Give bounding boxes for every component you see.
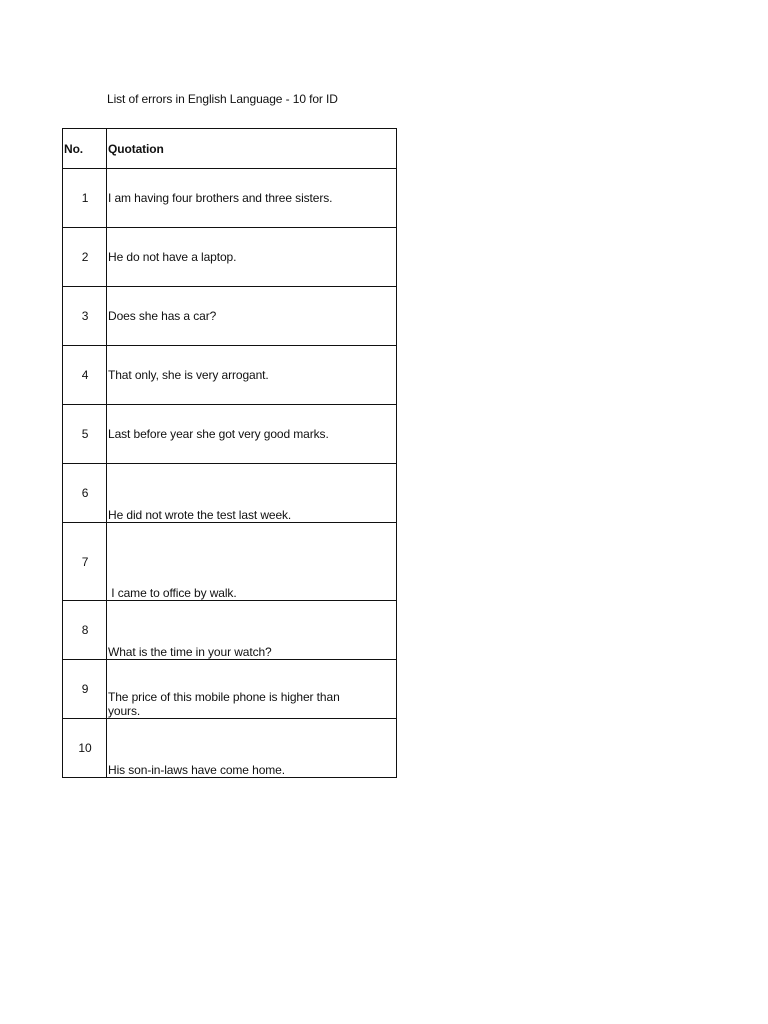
table-row — [63, 719, 397, 778]
table-row — [63, 464, 397, 523]
table-row — [63, 228, 397, 287]
row-number: 6 — [63, 464, 107, 523]
row-number: 10 — [63, 719, 107, 778]
document-title: List of errors in English Language - 10 for ID — [107, 92, 338, 106]
table-row — [63, 405, 397, 464]
row-number: 9 — [63, 660, 107, 719]
row-number: 7 — [63, 523, 107, 601]
row-quotation: Last before year she got very good marks. — [107, 405, 397, 464]
row-number: 3 — [63, 287, 107, 346]
row-quotation: That only, she is very arrogant. — [107, 346, 397, 405]
row-number: 5 — [63, 405, 107, 464]
table-row — [63, 287, 397, 346]
row-quotation: He did not wrote the test last week. — [107, 464, 397, 523]
row-quotation: The price of this mobile phone is higher than yours. — [107, 660, 397, 719]
row-number: 8 — [63, 601, 107, 660]
table-row — [63, 601, 397, 660]
table-header-row — [63, 129, 397, 169]
row-number: 1 — [63, 169, 107, 228]
table-row — [63, 660, 397, 719]
table-row — [63, 169, 397, 228]
column-header-quotation: Quotation — [107, 129, 397, 169]
row-quotation: What is the time in your watch? — [107, 601, 397, 660]
row-number: 4 — [63, 346, 107, 405]
column-header-no: No. — [63, 129, 107, 169]
errors-table — [62, 128, 397, 778]
table-row — [63, 523, 397, 601]
row-quotation: I am having four brothers and three sisters. — [107, 169, 397, 228]
table-row — [63, 346, 397, 405]
row-quotation: I came to office by walk. — [107, 523, 397, 601]
row-quotation: Does she has a car? — [107, 287, 397, 346]
row-quotation: He do not have a laptop. — [107, 228, 397, 287]
row-number: 2 — [63, 228, 107, 287]
row-quotation: His son-in-laws have come home. — [107, 719, 397, 778]
